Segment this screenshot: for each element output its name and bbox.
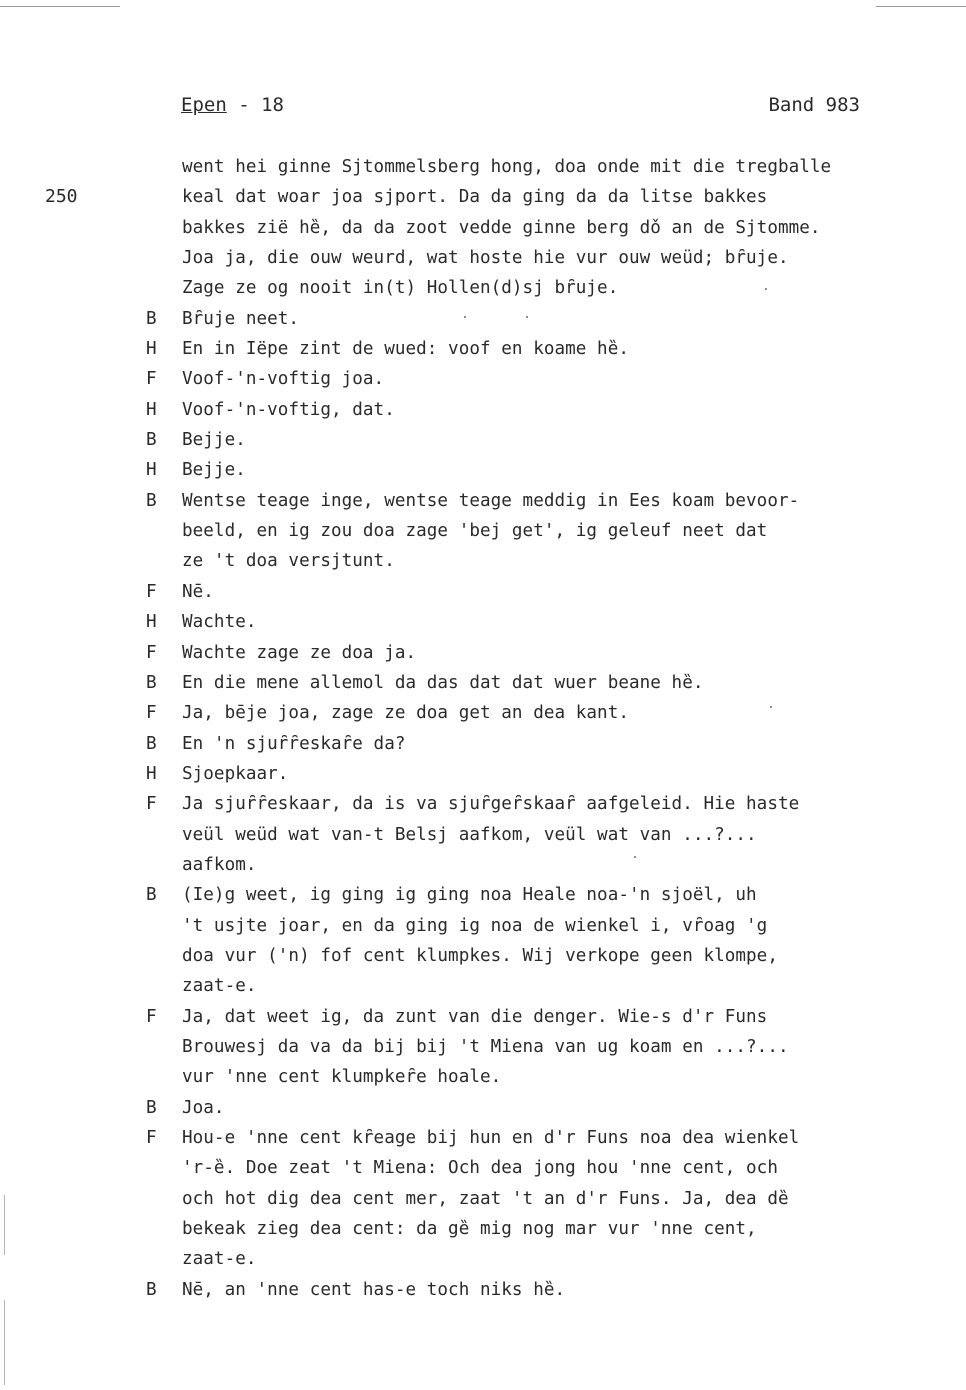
utterance-text: keal dat woar joa sjport. Da da ging da da litse bakkes xyxy=(182,187,768,208)
transcript-line xyxy=(0,880,966,910)
transcript-line xyxy=(0,1032,966,1062)
utterance-text: Nē, an 'nne cent has-e toch niks hȅ. xyxy=(182,1279,566,1300)
utterance-text: veül weüd wat van-t Belsj aafkom, veül wat van ...?... xyxy=(182,824,757,845)
speaker-code: B xyxy=(146,885,157,906)
speck xyxy=(770,706,772,708)
speaker-code: H xyxy=(146,460,157,481)
utterance-text: doa vur ('n) fof cent klumpkes. Wij verkope geen klompe, xyxy=(182,945,778,966)
speaker-code: B xyxy=(146,672,157,693)
utterance-text: En 'n sjuȓȓeskaȓe da? xyxy=(182,733,406,754)
speaker-code: F xyxy=(146,581,157,602)
band-number: Band 983 xyxy=(768,94,860,116)
utterance-text: 'r-ȅ. Doe zeat 't Miena: Och dea jong hou 'nne cent, och xyxy=(182,1158,778,1179)
utterance-text: beeld, en ig zou doa zage 'bej get', ig geleuf neet dat xyxy=(182,521,768,542)
utterance-text: Hou-e 'nne cent kȓeage bij hun en d'r Funs noa dea wienkel xyxy=(182,1128,800,1148)
speaker-code: H xyxy=(146,763,157,784)
utterance-text: Bȓuje neet. xyxy=(182,308,300,329)
utterance-text: Ja sjuȓȓeskaar, da is va sjuȓgeȓskaaȓ aafgeleid. Hie haste xyxy=(182,794,800,815)
speck xyxy=(526,316,528,318)
top-rule-left xyxy=(0,6,120,7)
transcript-line xyxy=(0,820,966,850)
utterance-text: Nē. xyxy=(182,581,214,602)
speaker-code: B xyxy=(146,733,157,754)
utterance-text: ze 't doa versjtunt. xyxy=(182,551,395,572)
edge-mark xyxy=(4,1195,5,1255)
transcript-line xyxy=(0,668,966,698)
speaker-code: H xyxy=(146,339,157,360)
utterance-text: Sjoepkaar. xyxy=(182,763,289,784)
transcript-line xyxy=(0,1002,966,1032)
speaker-code: F xyxy=(146,1006,157,1027)
utterance-text: aafkom. xyxy=(182,854,257,875)
utterance-text: Joa. xyxy=(182,1097,225,1118)
transcript-line xyxy=(0,455,966,485)
utterance-text: Voof-'n-voftig, dat. xyxy=(182,399,395,420)
utterance-text: Wachte zage ze doa ja. xyxy=(182,642,417,663)
transcript-line xyxy=(0,850,966,880)
transcript-line xyxy=(0,607,966,637)
utterance-text: En in Iёpe zint de wued: voof en koame hȅ. xyxy=(182,339,629,360)
transcript-line xyxy=(0,546,966,576)
speaker-code: B xyxy=(146,308,157,329)
speaker-code: B xyxy=(146,1097,157,1118)
utterance-text: Brouwesj da va da bij bij 't Miena van ug koam en ...?... xyxy=(182,1036,789,1057)
speck xyxy=(464,316,466,318)
speck xyxy=(765,288,767,290)
utterance-text: Bejje. xyxy=(182,430,246,451)
transcript-line xyxy=(0,941,966,971)
place-name: Epen xyxy=(181,94,227,116)
utterance-text: Joa ja, die ouw weurd, wat hoste hie vur ouw weüd; bȓuje. xyxy=(182,248,789,269)
transcript-line xyxy=(0,395,966,425)
speaker-code: F xyxy=(146,794,157,815)
utterance-text: Voof-'n-voftig joa. xyxy=(182,369,385,390)
utterance-text: Ja, bēje joa, zage ze doa get an dea kant. xyxy=(182,703,629,724)
transcript-line xyxy=(0,1153,966,1183)
utterance-text: Zage ze og nooit in(t) Hollen(d)sj bȓuje. xyxy=(182,278,619,299)
utterance-text: bekeak zieg dea cent: da gȅ mig nog mar vur 'nne cent, xyxy=(182,1219,757,1240)
margin-line-number: 250 xyxy=(45,186,78,207)
speaker-code: F xyxy=(146,1128,157,1148)
page-number: - 18 xyxy=(238,94,284,116)
transcript-line xyxy=(0,1123,966,1153)
transcript-line xyxy=(0,971,966,1001)
speaker-code: H xyxy=(146,612,157,633)
speaker-code: F xyxy=(146,642,157,663)
transcript-line xyxy=(0,789,966,819)
utterance-text: bakkes ziё hȅ, da da zoot vedde ginne berg dǒ an de Sjtomme. xyxy=(182,217,821,238)
transcript-line xyxy=(0,1275,966,1305)
transcript-line xyxy=(0,152,966,182)
utterance-text: En die mene allemol da das dat dat wuer beane hȅ. xyxy=(182,672,704,693)
utterance-text: Ja, dat weet ig, da zunt van die denger. Wie-s d'r Funs xyxy=(182,1006,768,1027)
transcript-line xyxy=(0,577,966,607)
transcript-line xyxy=(0,729,966,759)
speaker-code: B xyxy=(146,490,157,511)
transcript-body xyxy=(0,152,966,1305)
speaker-code: H xyxy=(146,399,157,420)
transcript-line xyxy=(0,213,966,243)
utterance-text: went hei ginne Sjtommelsberg hong, doa onde mit die tregballe xyxy=(182,157,832,177)
utterance-text: zaat-e. xyxy=(182,976,257,997)
utterance-text: och hot dig dea cent mer, zaat 't an d'r Funs. Ja, dea dȅ xyxy=(182,1188,789,1209)
transcript-line xyxy=(0,182,966,212)
utterance-text: Bejje. xyxy=(182,460,246,481)
utterance-text: vur 'nne cent klumpkeȓe hoale. xyxy=(182,1067,502,1088)
transcript-line xyxy=(0,486,966,516)
utterance-text: Wachte. xyxy=(182,612,257,633)
utterance-text: 't usjte joar, en da ging ig noa de wienkel i, vȓoag 'g xyxy=(182,915,768,936)
transcript-line xyxy=(0,698,966,728)
transcript-line xyxy=(0,364,966,394)
page-header-place xyxy=(181,94,284,116)
utterance-text: Wentse teage inge, wentse teage meddig in Ees koam bevoor- xyxy=(182,490,800,511)
speck xyxy=(634,856,636,858)
speaker-code: B xyxy=(146,1279,157,1300)
transcript-line xyxy=(0,304,966,334)
transcript-line xyxy=(0,334,966,364)
transcript-line xyxy=(0,638,966,668)
edge-mark xyxy=(4,1300,5,1385)
transcript-line xyxy=(0,1244,966,1274)
transcript-line xyxy=(0,1214,966,1244)
transcript-line xyxy=(0,516,966,546)
transcript-line xyxy=(0,243,966,273)
top-rule-right xyxy=(876,6,966,7)
transcript-line xyxy=(0,273,966,303)
utterance-text: zaat-e. xyxy=(182,1249,257,1270)
speaker-code: B xyxy=(146,430,157,451)
speaker-code: F xyxy=(146,703,157,724)
transcript-line xyxy=(0,1184,966,1214)
transcript-line xyxy=(0,425,966,455)
utterance-text: (Ie)g weet, ig ging ig ging noa Heale noa-'n sjoёl, uh xyxy=(182,885,757,906)
transcript-line xyxy=(0,1093,966,1123)
transcript-line xyxy=(0,911,966,941)
speaker-code: F xyxy=(146,369,157,390)
transcript-line xyxy=(0,1062,966,1092)
transcript-line xyxy=(0,759,966,789)
